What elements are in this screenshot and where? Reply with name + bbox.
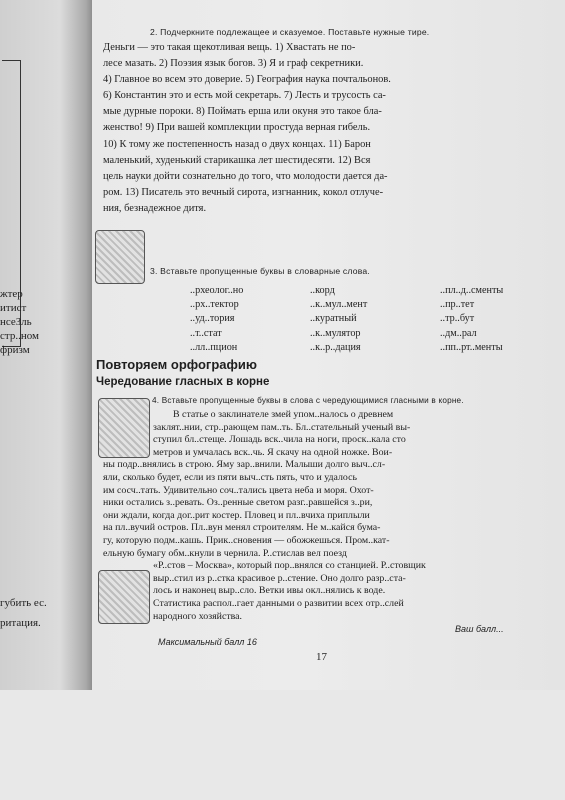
text-line: метров и умчалась вск..чь. Я скачу на одной ножке. Вои- bbox=[153, 446, 393, 458]
dictionary-word: ..пп..рт..менты bbox=[440, 341, 503, 353]
text-line: Статистика распол..гает данными о развитии всех отр..слей bbox=[153, 597, 404, 609]
text-line: ния, безнадежное дитя. bbox=[103, 202, 207, 214]
dictionary-word: ..к..р..дация bbox=[310, 341, 361, 353]
page-number: 17 bbox=[316, 651, 327, 663]
text-line: заклят..нии, стр..рающем пам..ть. Бл..стательный ученый вы- bbox=[153, 421, 411, 433]
text-line: 4) Главное во всем это доверие. 5) География наука почтальонов. bbox=[103, 74, 391, 86]
dictionary-word: ..рх..тектор bbox=[190, 299, 239, 311]
dictionary-word: ..рхеолог..но bbox=[190, 285, 244, 296]
exercise-2-heading: 2. Подчеркните подлежащее и сказуемое. Поставьте нужные тире. bbox=[150, 27, 430, 37]
exercise-3-heading: 3. Вставьте пропущенные буквы в словарные слова. bbox=[150, 266, 370, 276]
page-bottom-margin bbox=[0, 690, 565, 800]
dictionary-word: ..тр..бут bbox=[440, 313, 475, 325]
exercise-2-text bbox=[103, 40, 523, 217]
text-line: ром. 13) Писатель это вечный сирота, изгнанник, кокол отлуче- bbox=[103, 186, 384, 198]
your-score-label: Ваш балл... bbox=[455, 624, 504, 634]
dictionary-word: ..корд bbox=[310, 285, 335, 296]
left-page-word: фризм bbox=[0, 344, 30, 356]
text-line: им сосч..тать. Удивительно соч..тались цвета неба и моря. Охот- bbox=[103, 484, 374, 496]
text-line: В статье о заклинателе змей упом..налось о древнем bbox=[173, 409, 394, 420]
text-line: женство! 9) При вашей комплекции простуда верная гибель. bbox=[103, 122, 371, 134]
exercise-3-illustration bbox=[95, 230, 145, 284]
text-line: «Р..стов – Москва», который пор..внялся со станцией. Р..стовщик bbox=[153, 560, 426, 572]
dictionary-word: ..к..мулятор bbox=[310, 327, 361, 339]
dictionary-word: ..пр..тет bbox=[440, 299, 475, 311]
text-line: маленький, худенький старикашка лет шестидесяти. 12) Вся bbox=[103, 154, 371, 166]
text-line: ники остались з..ревать. Оз..ренные светом разг..равшейся з..ри, bbox=[103, 497, 373, 509]
text-line: ступил бл..стеще. Лошадь вск..чила на ноги, проск..кала сто bbox=[153, 434, 406, 446]
exercise-4-heading: 4. Вставьте пропущенные буквы в слова с чередующимися гласными в корне. bbox=[152, 396, 464, 405]
section-subtitle: Чередование гласных в корне bbox=[96, 376, 270, 388]
dictionary-word: ..дм..рал bbox=[440, 327, 477, 339]
left-page-word: нсеЗль bbox=[0, 316, 32, 328]
text-line: на пл..вучий остров. Пл..вун менял строителям. Не м..кайся бума- bbox=[103, 522, 381, 534]
text-line: яли, сколько будет, если из пяти выч..сть пять, что и удалось bbox=[103, 471, 358, 483]
text-line: лось и наконец выр..сло. Ветки ивы окл..нялись к воде. bbox=[153, 585, 386, 597]
text-line: выр..стил из р..стка красивое р..стение. Оно долго разр..ста- bbox=[153, 572, 406, 584]
text-line: гу, которую подм..кашь. Прик..сновения — обожжешься. Пром..кат- bbox=[103, 534, 390, 546]
text-line: мые дурные пороки. 8) Поймать ерша или окуня это такое бла- bbox=[103, 106, 382, 118]
left-page-line: губить ес. bbox=[0, 597, 47, 609]
text-line: 6) Константин это и есть мой секретарь. 7) Лесть и трусость са- bbox=[103, 90, 386, 102]
left-page-word: стр..ном bbox=[0, 330, 39, 342]
text-line: лесе мазать. 2) Поэзия язык богов. 3) Я и граф секретники. bbox=[103, 58, 364, 70]
text-line: цель науки дойти сознательно до того, что молодости дается да- bbox=[103, 170, 388, 182]
dictionary-word: ..к..мул..мент bbox=[310, 299, 368, 311]
left-page-word: жтер bbox=[0, 288, 23, 300]
max-score-label: Максимальный балл 16 bbox=[158, 637, 257, 647]
dictionary-word: ..пл..д..сменты bbox=[440, 285, 504, 296]
left-page-word: итист bbox=[0, 302, 27, 314]
exercise-4-bottom-illustration bbox=[98, 570, 150, 624]
dictionary-word: ..уд..тория bbox=[190, 313, 235, 325]
text-line: 10) К тому же постепенность назад о двух концах. 11) Барон bbox=[103, 138, 371, 150]
exercise-3-words bbox=[190, 284, 530, 356]
text-line: Деньги — это такая щекотливая вещь. 1) Хвастать не по- bbox=[103, 42, 356, 53]
exercise-4-text bbox=[103, 409, 523, 623]
left-page-line: ритация. bbox=[0, 617, 41, 629]
dictionary-word: ..лл..пцион bbox=[190, 341, 238, 353]
text-line: ны подр..внялись в строю. Яму зар..внили. Малыши долго выч..сл- bbox=[103, 459, 386, 471]
section-title: Повторяем орфографию bbox=[96, 357, 257, 372]
text-line: народного хозяйства. bbox=[153, 610, 243, 622]
text-line: ельную бумагу обм..кнули в чернила. Р..стислав вел поезд bbox=[103, 547, 347, 559]
dictionary-word: ..т..стат bbox=[190, 327, 222, 339]
dictionary-word: ..куратный bbox=[310, 313, 357, 325]
text-line: они ждали, когда дог..рит костер. Пловец и пл..вчиха приплыли bbox=[103, 509, 370, 521]
